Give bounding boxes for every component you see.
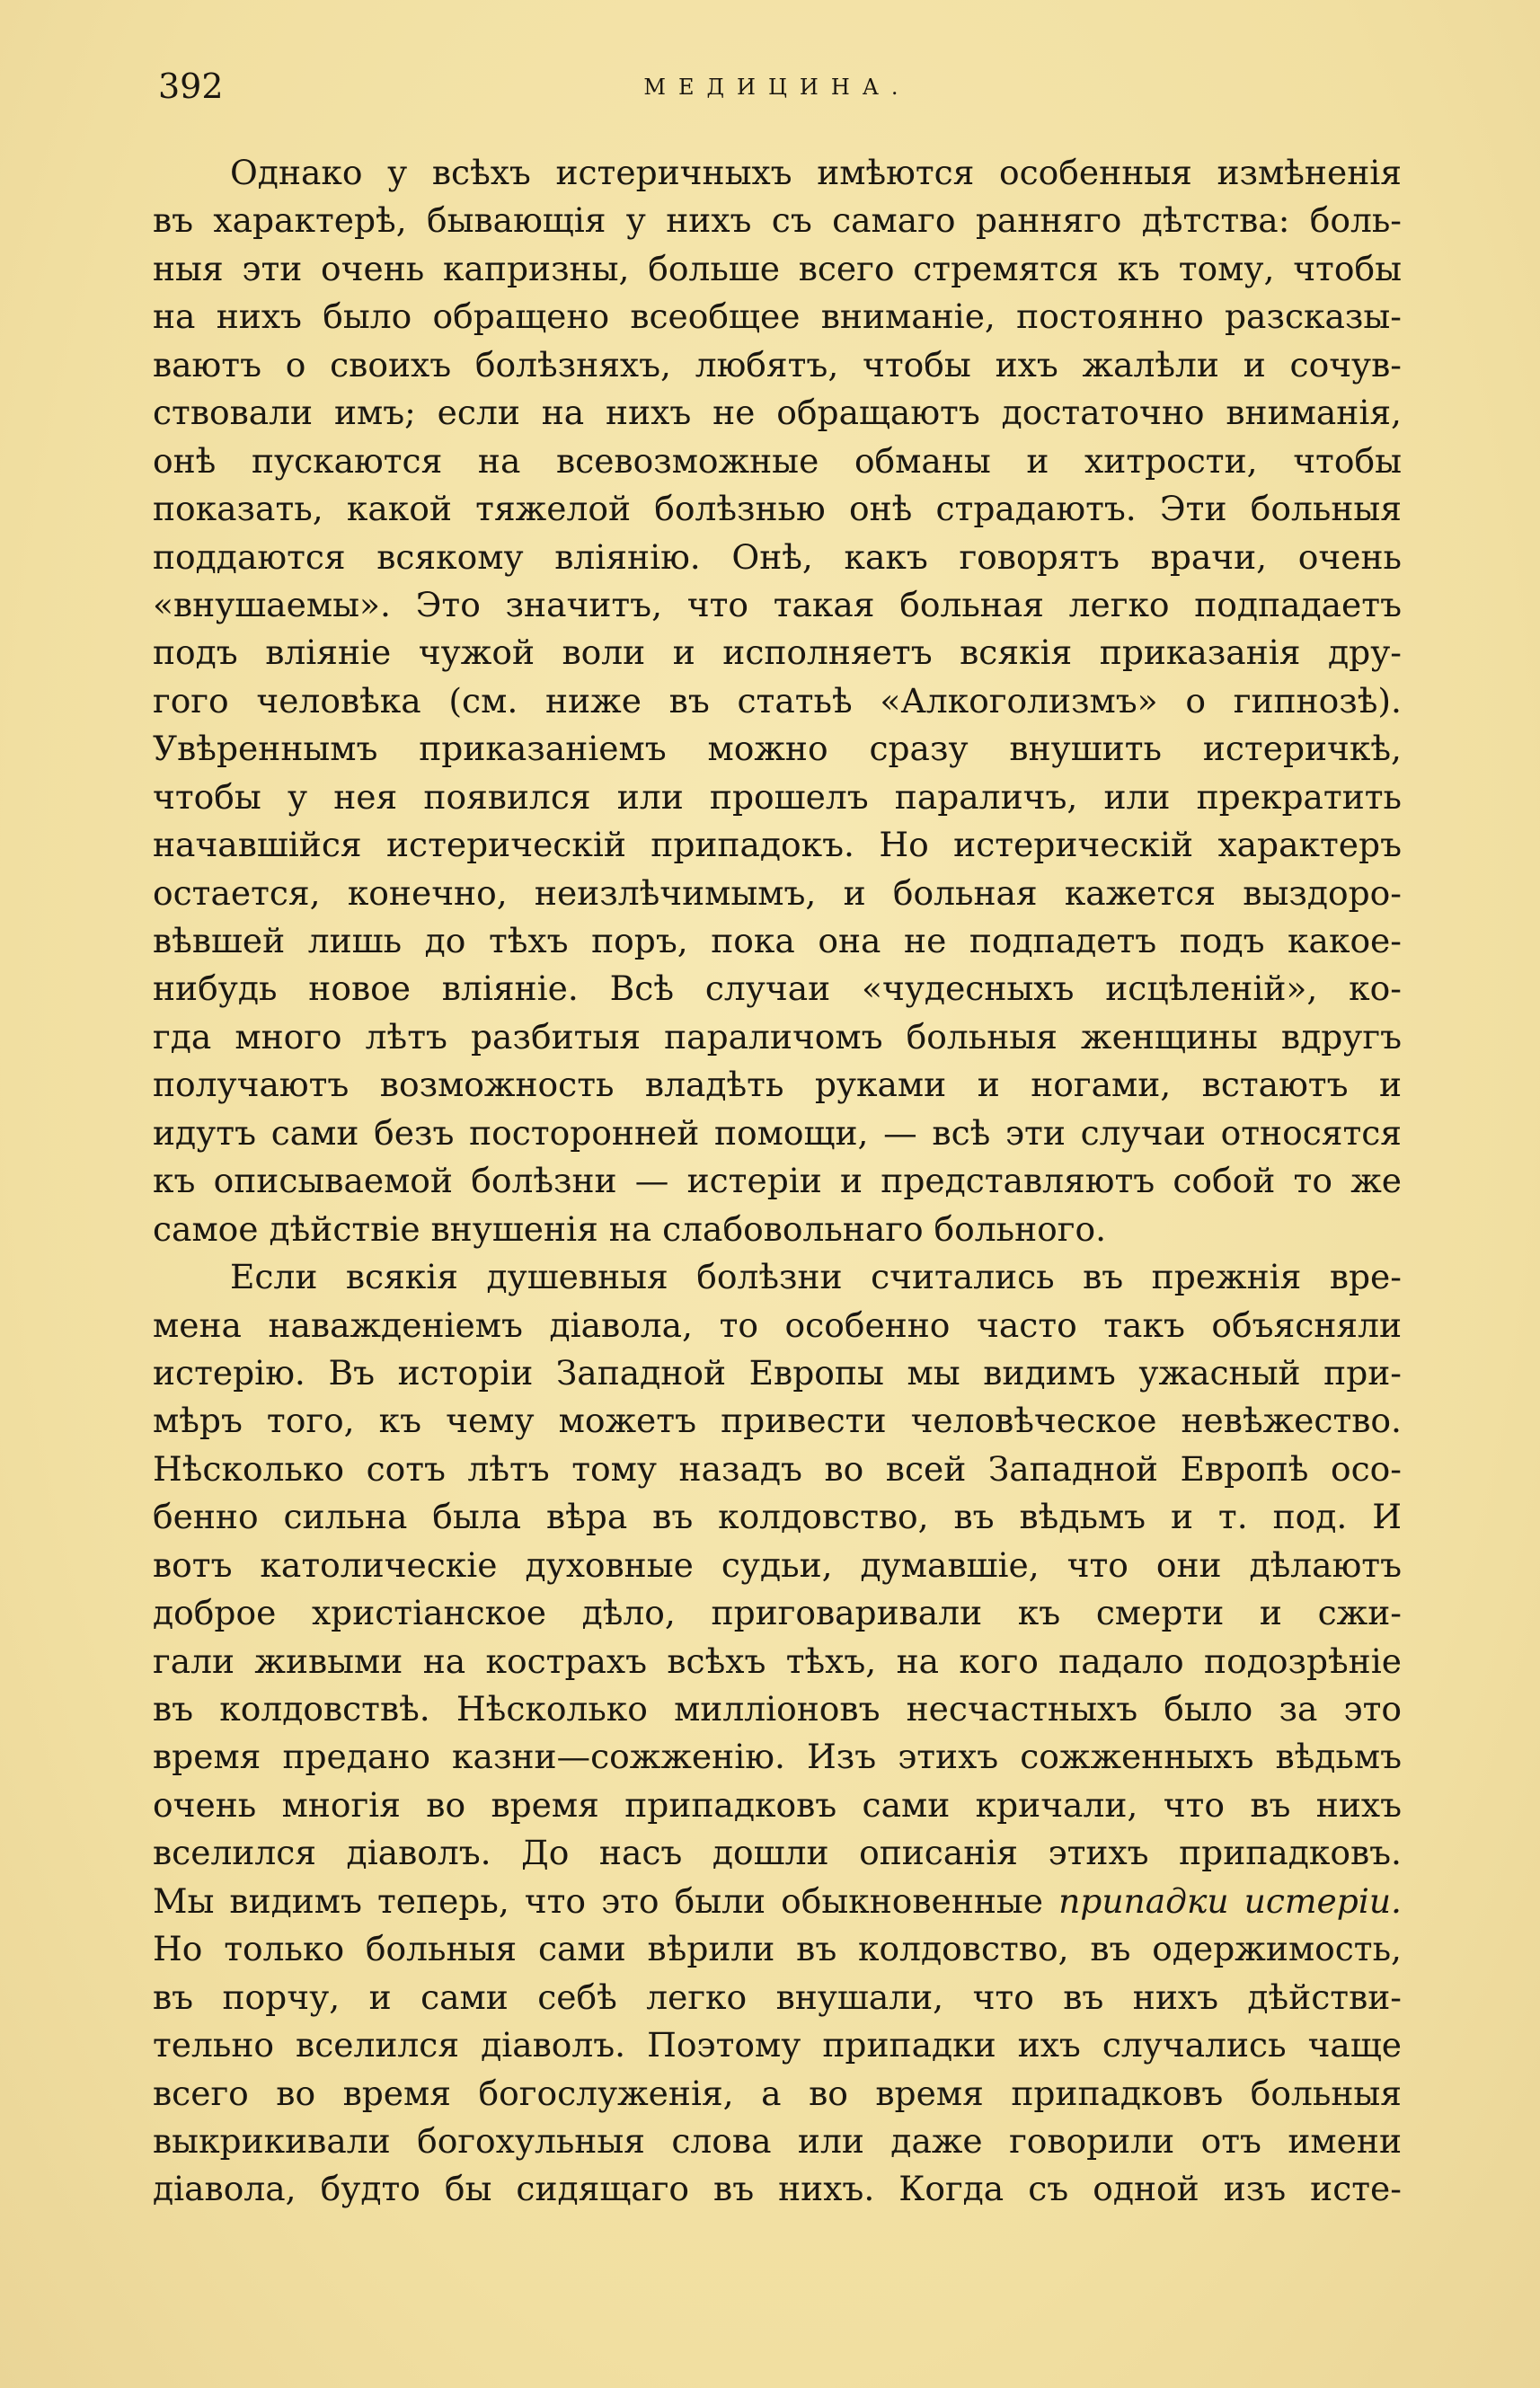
- italic-phrase: припадки истеріи.: [1058, 1880, 1402, 1921]
- running-head: МЕДИЦИНА.: [643, 75, 911, 100]
- text-line: вѣвшей лишь до тѣхъ поръ, пока она не подпадетъ подъ какое-: [153, 921, 1402, 960]
- text-line: чтобы у нея появился или прошелъ параличъ, или прекратить: [153, 776, 1402, 817]
- text-line: доброе христіанское дѣло, приговаривали къ смерти и сжи-: [153, 1593, 1402, 1633]
- text-line: гда много лѣтъ разбитыя параличомъ больныя женщины вдругъ: [153, 1016, 1402, 1057]
- text-line: бенно сильна была вѣра въ колдовство, въ вѣдьмъ и т. под. И: [153, 1497, 1402, 1537]
- text-line: время предано казни—сожженію. Изъ этихъ сожженныхъ вѣдьмъ: [153, 1737, 1402, 1777]
- text-line: Но только больныя сами вѣрили въ колдовство, въ одержимость,: [153, 1929, 1402, 1969]
- text-line: мена наважденіемъ діавола, то особенно часто такъ объясняли: [153, 1305, 1402, 1345]
- text-line: діавола, будто бы сидящаго въ нихъ. Когда съ одной изъ исте-: [153, 2169, 1402, 2209]
- text-line: ныя эти очень капризны, больше всего стремятся къ тому, чтобы: [153, 248, 1402, 288]
- text-line: поддаются всякому вліянію. Онѣ, какъ говорятъ врачи, очень: [153, 536, 1402, 577]
- text-line: гали живыми на кострахъ всѣхъ тѣхъ, на кого падало подозрѣніе: [153, 1641, 1402, 1681]
- text-line: въ колдовствѣ. Нѣсколько милліоновъ несчастныхъ было за это: [153, 1689, 1402, 1729]
- paragraph-2: [153, 1253, 1402, 2214]
- text-line: вотъ католическіе духовные судьи, думавшіе, что они дѣлаютъ: [153, 1544, 1402, 1585]
- text-line: всего во время богослуженія, а во время припадковъ больныя: [153, 2073, 1402, 2113]
- text-line: идутъ сами безъ посторонней помощи, — всѣ эти случаи относятся: [153, 1112, 1402, 1153]
- text-line: на нихъ было обращено всеобщее вниманіе, постоянно разсказы-: [153, 296, 1402, 337]
- text-line: въ порчу, и сами себѣ легко внушали, что въ нихъ дѣйстви-: [153, 1977, 1402, 2017]
- text-line: тельно вселился діаволъ. Поэтому припадки ихъ случались чаще: [153, 2025, 1402, 2065]
- text-line: остается, конечно, неизлѣчимымъ, и больная кажется выздоро-: [153, 872, 1402, 913]
- text-line: Увѣреннымъ приказаніемъ можно сразу внушить истеричкѣ,: [153, 729, 1402, 769]
- text-line-with-italic: [153, 1878, 1402, 1925]
- page-header: [155, 59, 1400, 113]
- text-line: нибудь новое вліяніе. Всѣ случаи «чудесныхъ исцѣленій», ко-: [153, 968, 1402, 1009]
- text-line: Однако у всѣхъ истеричныхъ имѣются особенныя измѣненія: [230, 153, 1402, 192]
- text-line: получаютъ возможность владѣть руками и ногами, встаютъ и: [153, 1065, 1402, 1105]
- text-line: подъ вліяніе чужой воли и исполняетъ всякія приказанія дру-: [153, 632, 1402, 673]
- text-line: ствовали имъ; если на нихъ не обращаютъ достаточно вниманія,: [153, 393, 1402, 433]
- text-line: начавшійся истерическій припадокъ. Но истерическій характеръ: [153, 825, 1402, 865]
- text-line: Если всякія душевныя болѣзни считались въ прежнія вре-: [230, 1257, 1402, 1297]
- text-line: истерію. Въ исторіи Западной Европы мы видимъ ужасный при-: [153, 1352, 1402, 1393]
- text-segment: Мы видимъ теперь, что это были обыкновенные: [153, 1880, 1044, 1921]
- text-line: показать, какой тяжелой болѣзнью онѣ страдаютъ. Эти больныя: [153, 489, 1402, 529]
- page-number: 392: [158, 66, 224, 106]
- text-line: самое дѣйствіе внушенія на слабовольнаго больного.: [153, 1208, 1107, 1249]
- text-line: въ характерѣ, бывающія у нихъ съ самаго ранняго дѣтства: боль-: [153, 200, 1402, 241]
- text-line: выкрикивали богохульныя слова или даже говорили отъ имени: [153, 2120, 1402, 2161]
- body-text: [153, 149, 1402, 2214]
- text-line: онѣ пускаются на всевозможные обманы и хитрости, чтобы: [153, 440, 1402, 481]
- text-line: «внушаемы». Это значитъ, что такая больная легко подпадаетъ: [153, 584, 1402, 624]
- text-line: очень многія во время припадковъ сами кричали, что въ нихъ: [153, 1784, 1402, 1825]
- paragraph-1: [153, 149, 1402, 1253]
- text-line: ваютъ о своихъ болѣзняхъ, любятъ, чтобы ихъ жалѣли и сочув-: [153, 344, 1402, 385]
- text-line: мѣръ того, къ чему можетъ привести человѣческое невѣжество.: [153, 1401, 1402, 1441]
- text-line: гого человѣка (см. ниже въ статьѣ «Алкоголизмъ» о гипнозѣ).: [153, 680, 1402, 721]
- text-line: къ описываемой болѣзни — истеріи и представляютъ собой то же: [153, 1161, 1402, 1201]
- text-line: Нѣсколько сотъ лѣтъ тому назадъ во всей Западной Европѣ осо-: [153, 1448, 1402, 1489]
- text-line: вселился діаволъ. До насъ дошли описанія этихъ припадковъ.: [153, 1833, 1402, 1873]
